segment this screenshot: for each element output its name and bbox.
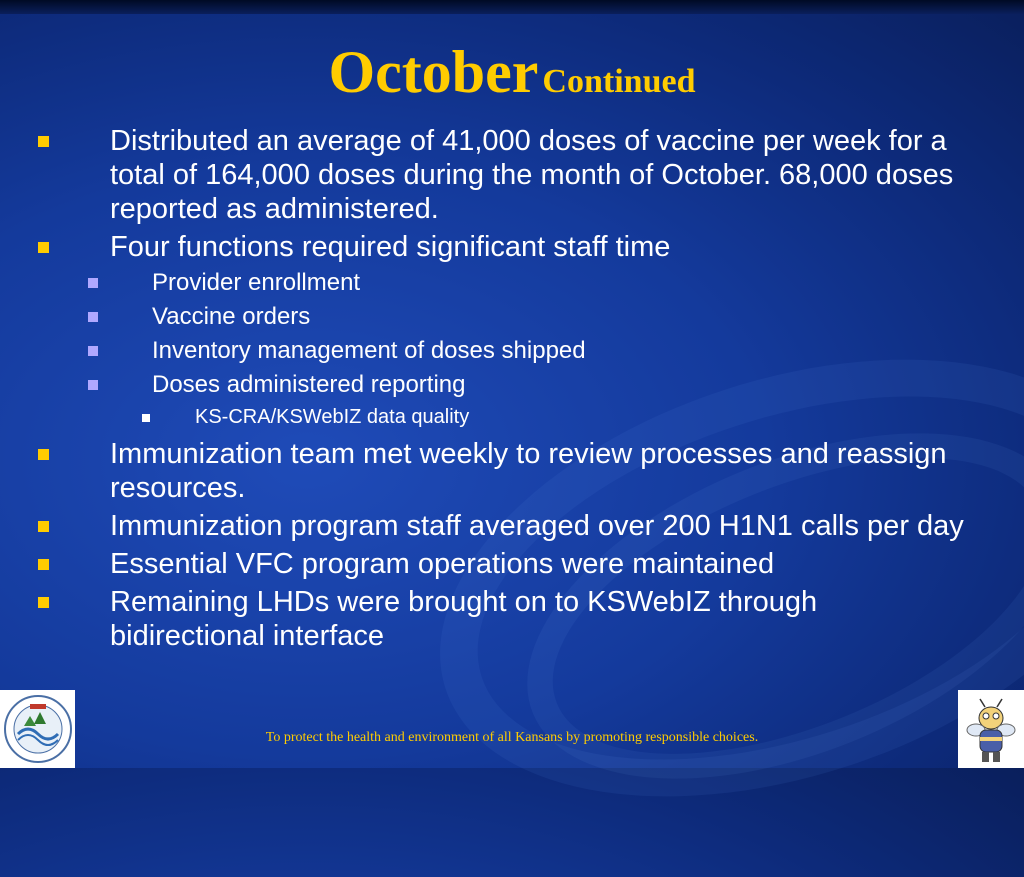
bullet-item [0,124,970,226]
bullet-text: Distributed an average of 41,000 doses of vaccine per week for a total of 164,000 doses during the month of October. 68,000 doses reported as administered. [110,125,954,225]
mascot-bee-icon [958,690,1024,768]
bullet-text: Inventory management of doses shipped [152,337,586,364]
square-bullet-icon [88,346,98,356]
bullet-text: Doses administered reporting [152,371,466,398]
bullet-text: Four functions required significant staff time [110,231,671,263]
sub-bullet-item [0,268,972,298]
square-bullet-icon [88,312,98,322]
slide-title-sub: Continued [542,63,696,100]
bullet-item [0,437,970,505]
square-bullet-icon [38,449,49,460]
footer-mission: To protect the health and environment of all Kansans by promoting responsible choices. [265,730,759,745]
bullet-item [0,230,970,264]
kdhe-seal-logo [0,690,75,768]
square-bullet-icon [38,521,49,532]
square-bullet-icon [38,136,49,147]
top-dark-band [0,0,1024,14]
sub-bullet-item [0,336,972,366]
sub-bullet-item [0,370,972,400]
slide-title [0,39,1024,105]
bullet-item [0,547,970,581]
slide-title-main: October [328,39,539,105]
bullet-text: KS-CRA/KSWebIZ data quality [195,406,470,428]
kdhe-seal-icon [0,690,75,768]
sub-bullet-item [0,302,972,332]
bullet-text: Immunization team met weekly to review processes and reassign resources. [110,438,947,504]
square-bullet-icon [38,559,49,570]
sub-sub-bullet-item [0,404,975,431]
bullet-text: Vaccine orders [152,303,311,330]
bullet-text: Essential VFC program operations were maintained [110,548,775,580]
square-bullet-icon [142,414,150,422]
bullet-item [0,585,970,653]
bullet-item [0,509,970,543]
bullet-list [0,124,1024,657]
square-bullet-icon [88,278,98,288]
bullet-text: Provider enrollment [152,269,361,296]
bullet-text: Remaining LHDs were brought on to KSWebIZ through bidirectional interface [110,586,818,652]
mascot-bee-logo [958,690,1024,768]
bullet-text: Immunization program staff averaged over 200 H1N1 calls per day [110,510,964,542]
square-bullet-icon [38,597,49,608]
square-bullet-icon [38,242,49,253]
square-bullet-icon [88,380,98,390]
